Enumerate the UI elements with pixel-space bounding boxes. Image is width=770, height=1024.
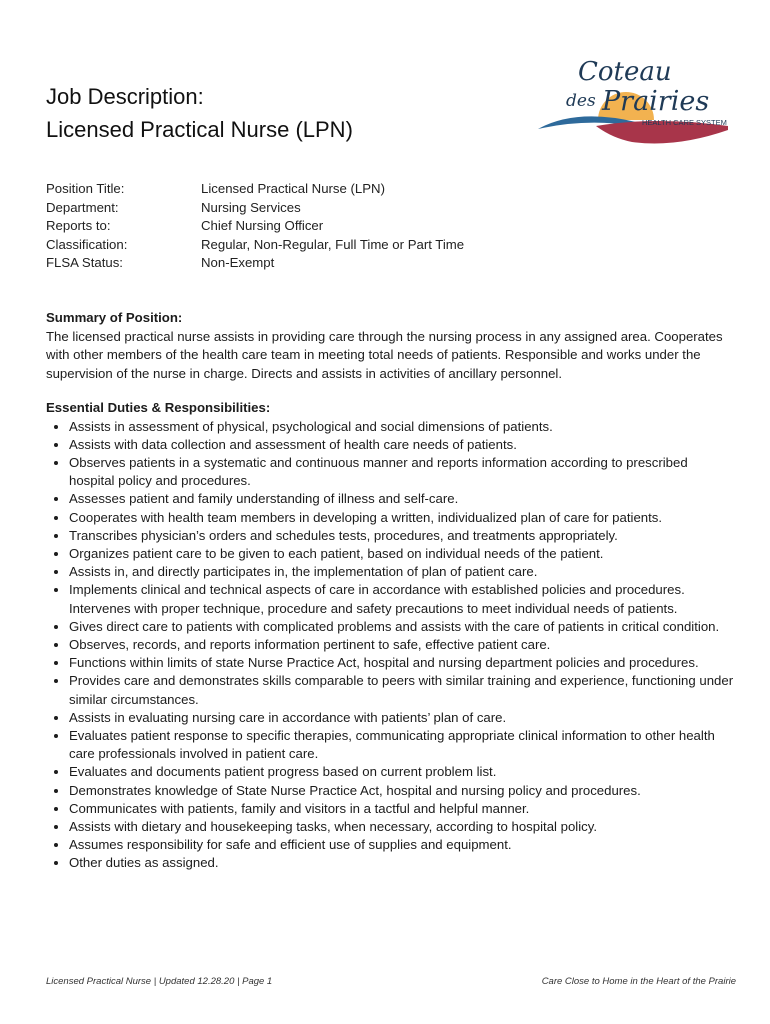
info-row-flsa-status — [46, 254, 464, 273]
list-item: Implements clinical and technical aspects of care in accordance with established policies and procedures. Intervenes with proper technique, procedure and safety precautions to meet individual needs of patients. — [46, 581, 736, 617]
footer-left: Licensed Practical Nurse | Updated 12.28.20 | Page 1 — [46, 976, 273, 987]
info-value: Nursing Services — [201, 199, 301, 215]
list-item: Organizes patient care to be given to each patient, based on individual needs of the patient. — [46, 545, 736, 563]
list-item: Functions within limits of state Nurse Practice Act, hospital and nursing department policies and procedures. — [46, 654, 736, 672]
list-item: Gives direct care to patients with complicated problems and assists with the care of patients in critical condition. — [46, 618, 736, 636]
position-info — [46, 180, 464, 273]
list-item: Observes, records, and reports information pertinent to safe, effective patient care. — [46, 636, 736, 654]
list-item: Demonstrates knowledge of State Nurse Practice Act, hospital and nursing policy and procedures. — [46, 782, 736, 800]
info-label: FLSA Status: — [46, 255, 123, 271]
info-label: Classification: — [46, 236, 128, 252]
duties-list — [46, 418, 736, 873]
list-item: Assists in, and directly participates in, the implementation of plan of patient care. — [46, 563, 736, 581]
logo-line-1: Coteau — [578, 57, 672, 87]
duties-heading: Essential Duties & Responsibilities: — [46, 400, 271, 415]
summary-text: The licensed practical nurse assists in providing care through the nursing process in any assigned area. Cooperates with other members of the health care team in meeting total needs of patients. Responsible and works under the supervision of the nurse in charge. Directs and assists in activities of ancillary personnel. — [46, 328, 723, 381]
list-item: Other duties as assigned. — [46, 854, 736, 872]
list-item: Assumes responsibility for safe and efficient use of supplies and equipment. — [46, 836, 736, 854]
list-item: Assists with data collection and assessment of health care needs of patients. — [46, 436, 736, 454]
info-label: Department: — [46, 199, 119, 215]
page-footer — [46, 976, 736, 987]
list-item: Evaluates and documents patient progress based on current problem list. — [46, 763, 736, 781]
list-item: Communicates with patients, family and visitors in a tactful and helpful manner. — [46, 800, 736, 818]
info-label: Position Title: — [46, 181, 125, 196]
info-label: Reports to: — [46, 218, 111, 234]
list-item: Transcribes physician’s orders and schedules tests, procedures, and treatments appropriately. — [46, 527, 736, 545]
logo-tagline: HEALTH CARE SYSTEM — [642, 118, 727, 127]
title-line-1: Job Description: — [46, 84, 204, 109]
info-value: Licensed Practical Nurse (LPN) — [201, 181, 385, 196]
logo-line-3: Prairies — [602, 86, 710, 117]
info-value: Regular, Non-Regular, Full Time or Part Time — [201, 236, 465, 252]
list-item: Assists in assessment of physical, psychological and social dimensions of patients. — [46, 418, 736, 436]
duties-section — [46, 399, 736, 873]
list-item: Provides care and demonstrates skills comparable to peers with similar training and experience, functioning under similar circumstances. — [46, 672, 736, 708]
list-item: Assesses patient and family understanding of illness and self-care. — [46, 490, 736, 508]
info-value: Non-Exempt — [201, 255, 275, 271]
list-item: Observes patients in a systematic and continuous manner and reports information according to prescribed hospital policy and procedures. — [46, 454, 736, 490]
title-line-2: Licensed Practical Nurse (LPN) — [46, 117, 353, 142]
summary-heading: Summary of Position: — [46, 310, 183, 325]
footer-right: Care Close to Home in the Heart of the Prairie — [541, 976, 736, 987]
summary-section — [46, 309, 736, 383]
logo-line-2: des — [566, 91, 596, 111]
coteau-des-prairies-logo — [536, 50, 730, 150]
page-title — [46, 80, 353, 146]
list-item: Assists with dietary and housekeeping tasks, when necessary, according to hospital policy. — [46, 818, 736, 836]
list-item: Evaluates patient response to specific therapies, communicating appropriate clinical information to other health care professionals involved in patient care. — [46, 727, 736, 763]
list-item: Assists in evaluating nursing care in accordance with patients’ plan of care. — [46, 709, 736, 727]
info-row-position-title — [46, 180, 464, 199]
info-row-reports-to — [46, 217, 464, 236]
info-row-classification — [46, 236, 464, 255]
info-row-department — [46, 199, 464, 218]
list-item: Cooperates with health team members in developing a written, individualized plan of care for patients. — [46, 509, 736, 527]
info-value: Chief Nursing Officer — [201, 218, 324, 234]
